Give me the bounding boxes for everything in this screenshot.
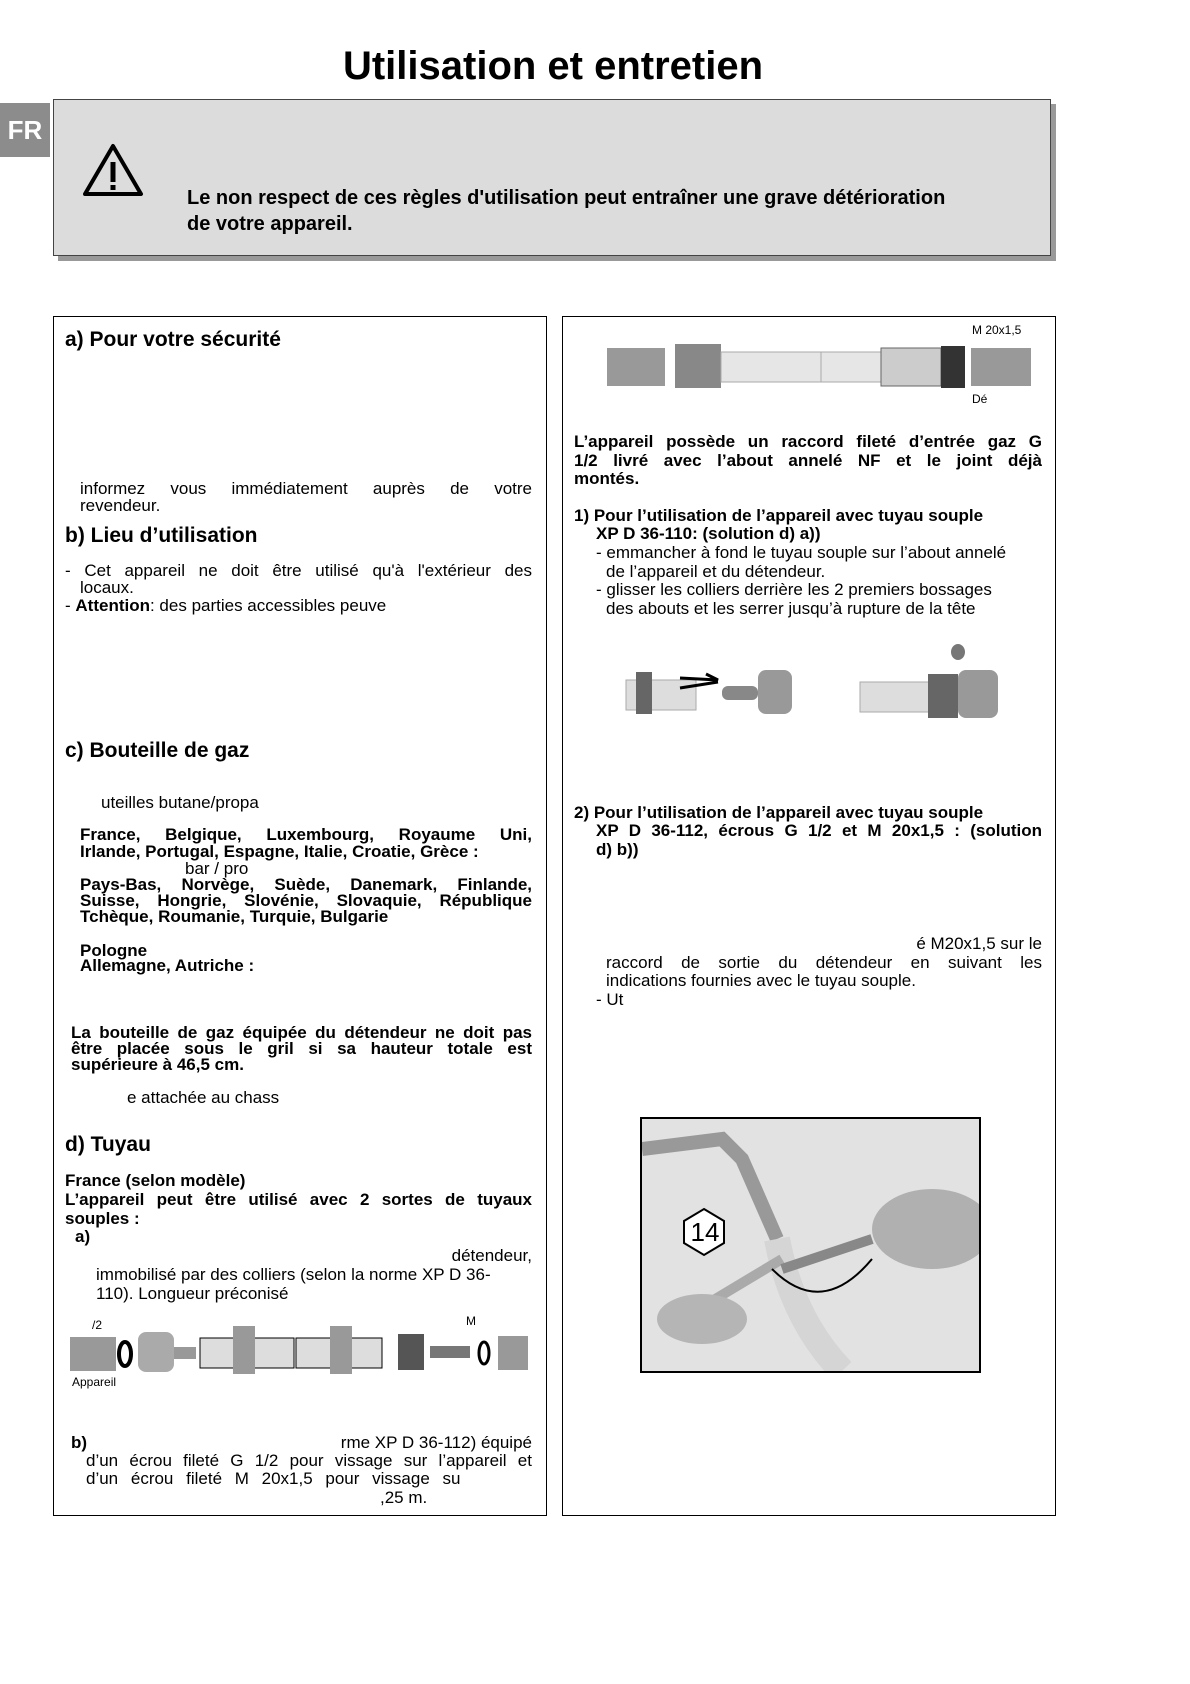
text: Suisse, Hongrie, Slovénie, Slovaquie, République [80, 891, 532, 910]
figure-label: M 20x1,5 [972, 323, 1022, 337]
text: a) [75, 1227, 91, 1246]
section-d-title: d) Tuyau [65, 1133, 151, 1156]
text: - glisser les colliers derrière les 2 premiers bossages [596, 580, 992, 599]
text: XP D 36-112, écrous G 1/2 et M 20x1,5 : (solution [596, 821, 1042, 840]
text: montés. [574, 469, 640, 488]
text: indications fournies avec le tuyau souple. [606, 971, 916, 990]
text: - Cet appareil ne doit être utilisé qu'à l'extérieur des [65, 561, 532, 580]
text: de l’appareil et du détendeur. [606, 562, 826, 581]
text: immobilisé par des colliers (selon la norme XP D 36- [96, 1265, 491, 1284]
regulator-connector-figure [605, 340, 1035, 392]
page: Utilisation et entretien FR Le non respect de ces règles d'utilisation peut entraîner une grave détérioration de votre appareil. a) Pour votre sécurité informez vous immédiatement auprès de votre revendeur. b) Lieu d’utilisation - Cet appareil ne doit être utilisé qu'à l'extérieur des locaux. - Attention: des parties accessibles peuve c) Bouteille de gaz uteilles butane/propa France, Belgique, Luxembourg, Royaume Uni, Irlande, Portugal, Espagne, Italie, Croatie, Grèce : bar / pro Pays-Bas, Norvège, Suède, Danemark, Finlande, Suisse, Hongrie, Slovénie, Slovaquie, République Tchèque, Roumanie, Turquie, Bulgarie Pologne Allemagne, Autriche : La bouteille de gaz équipée du détendeur ne doit pas être placée sous le gril si sa hauteur totale est supérieure à 46,5 cm. e attachée au chass d) Tuyau France (selon modèle) L’appareil peut être utilisé avec 2 sortes de tuyaux souples : a) détendeur, immobilisé par des colliers (selon la norme XP D 36- 110). Longueur préconisé /2 M Appareil b) rme XP D 36-112) équipé d’un écrou fileté G 1/2 pour vissage sur l’appareil et d’un écrou fileté M 20x1,5 pour vissage su ,25 m. M 20x1,5 Dé L’appareil possède un raccord fileté d’entrée gaz G 1/2 livré avec l’about annelé NF et le joint déjà montés. 1) Pour l’utilisation de l’appareil avec tuyau souple XP D 36-110: (solution d) a)) - emmancher à fond le tuyau souple sur l’about annelé de l’appareil et du détendeur. - glisser les colliers derrière les 2 premiers bossages des abouts et les serrer jusqu’à rupture de la tête 2) Pour l’utilisation de l’appareil avec tuyau souple XP D 36-112, écrous G 1/2 et M 20x1,5 : (solution d) b)) é M20x1,5 sur le raccord de sortie du détendeur en suivant les indications fournies avec le tuyau souple. - Ut 14 [0, 0, 1190, 1684]
text: d’un écrou fileté M 20x1,5 pour vissage su [86, 1469, 461, 1488]
text: Allemagne, Autriche : [80, 956, 255, 975]
text: 1) Pour l’utilisation de l’appareil avec tuyau souple [574, 506, 984, 525]
text: uteilles butane/propa [101, 793, 259, 812]
text: France (selon modèle) [65, 1171, 246, 1190]
text: détendeur, [451, 1246, 532, 1265]
figure-label: /2 [92, 1318, 103, 1332]
text: des abouts et les serrer jusqu’à rupture de la tête [606, 599, 976, 618]
figure-label: Dé [972, 392, 988, 406]
text: d’un écrou fileté G 1/2 pour vissage sur l’appareil et [86, 1451, 532, 1470]
warning-icon [82, 142, 144, 198]
warning-text-1: Le non respect de ces règles d'utilisation peut entraîner une grave détérioration [187, 187, 946, 209]
text-bold: Attention [75, 596, 150, 615]
text: - emmancher à fond le tuyau souple sur l’about annelé [596, 543, 1007, 562]
text: Tchèque, Roumanie, Turquie, Bulgarie [80, 907, 389, 926]
step-number: 14 [690, 1217, 720, 1247]
text: 2) Pour l’utilisation de l’appareil avec tuyau souple [574, 803, 984, 822]
wrench-photo [640, 1117, 981, 1373]
text: 110). Longueur préconisé [96, 1284, 289, 1303]
figure-label: M [466, 1314, 476, 1328]
section-b-title: b) Lieu d’utilisation [65, 524, 258, 547]
text: Pologne [80, 941, 148, 960]
warning-box [53, 99, 1051, 256]
text: Irlande, Portugal, Espagne, Italie, Croatie, Grèce : [80, 842, 479, 861]
text: supérieure à 46,5 cm. [71, 1055, 244, 1074]
hose-assembly-figure [68, 1322, 530, 1374]
figure-label: Appareil [72, 1375, 117, 1389]
warning-text-2: de votre appareil. [187, 213, 353, 235]
text: Pays-Bas, Norvège, Suède, Danemark, Finlande, [80, 875, 532, 894]
text: revendeur. [80, 496, 161, 515]
text: raccord de sortie du détendeur en suivant les [606, 953, 1042, 972]
section-a-title: a) Pour votre sécurité [65, 328, 281, 351]
text: L’appareil possède un raccord fileté d’entrée gaz G [574, 432, 1042, 451]
text: La bouteille de gaz équipée du détendeur ne doit pas [71, 1023, 532, 1042]
text: é M20x1,5 sur le [916, 934, 1042, 953]
text: informez vous immédiatement auprès de votre [80, 479, 532, 498]
text: : des parties accessibles peuve [149, 596, 387, 615]
text: - Ut [596, 990, 624, 1009]
text: locaux. [80, 578, 134, 597]
text: ,25 m. [380, 1488, 428, 1507]
text: e attachée au chass [127, 1088, 280, 1107]
text: L’appareil peut être utilisé avec 2 sortes de tuyaux [65, 1190, 532, 1209]
language-tab: FR [0, 103, 50, 157]
text: France, Belgique, Luxembourg, Royaume Uni, [80, 825, 532, 844]
text: d) b)) [596, 840, 639, 859]
text: souples : [65, 1209, 140, 1228]
text: être placée sous le gril si sa hauteur totale est [71, 1039, 532, 1058]
text: bar / pro [185, 859, 249, 878]
clamp-figure [622, 640, 1007, 725]
text: b) [71, 1433, 88, 1452]
text: 1/2 livré avec l’about annelé NF et le joint déjà [574, 451, 1042, 470]
text: rme XP D 36-112) équipé [340, 1433, 532, 1452]
text: XP D 36-110: (solution d) a)) [596, 524, 821, 543]
section-c-title: c) Bouteille de gaz [65, 739, 250, 762]
page-title: Utilisation et entretien [342, 44, 764, 88]
